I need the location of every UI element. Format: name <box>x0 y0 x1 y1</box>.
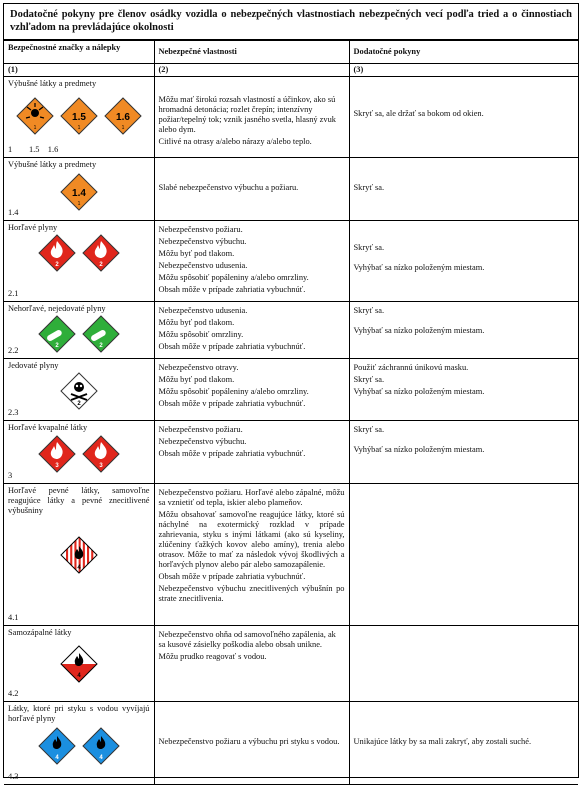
additional-instruction: Vyhýbať sa nízko položeným miestam. <box>353 326 485 335</box>
header-properties: Nebezpečné vlastnosti <box>154 41 349 64</box>
hazard-class-code: 3 <box>8 471 13 480</box>
svg-text:1: 1 <box>33 125 37 131</box>
hazard-class-code: 4.1 <box>8 613 19 622</box>
hazard-property: Obsah môže v prípade zahriatia vybuchnúť. <box>158 285 306 294</box>
svg-text:1: 1 <box>77 125 81 131</box>
hazard-class-code: 1.4 <box>8 208 19 217</box>
hazard-property: Nebezpečenstvo udusenia. <box>158 261 248 270</box>
hazard-sign-cell <box>4 302 154 359</box>
additional-instruction: Vyhýbať sa nízko položeným miestam. <box>353 263 485 272</box>
svg-text:4: 4 <box>99 755 103 761</box>
svg-text:2: 2 <box>99 262 103 268</box>
hazard-property: Môžu byť pod tlakom. <box>158 375 235 384</box>
additional-instruction: Unikajúce látky by sa mali zakryť, aby zostali suché. <box>353 737 532 746</box>
additional-instruction: Použiť záchrannú únikovú masku. <box>353 363 469 372</box>
hazard-property: Nebezpečenstvo otravy. <box>158 363 239 372</box>
hazard-instructions-cell <box>349 359 578 421</box>
hazard-label-diamond-icon <box>16 97 54 135</box>
hazard-label-diamond-icon <box>82 315 120 353</box>
hazard-class-code: 4.3 <box>8 772 19 781</box>
hazard-sign-cell <box>4 77 154 158</box>
hazard-signs <box>4 97 154 135</box>
hazard-signs <box>4 372 154 410</box>
hazard-sign-cell <box>4 484 154 626</box>
svg-text:1.4: 1.4 <box>71 188 86 199</box>
svg-text:2: 2 <box>77 401 81 407</box>
hazard-label-diamond-icon <box>38 435 76 473</box>
document-title: Dodatočné pokyny pre členov osádky vozidla o nebezpečných vlastnostiach nebezpečných vecí podľa tried a o činnostiach vzhľadom na prevládajúce okolnosti <box>4 4 578 40</box>
hazard-label-diamond-icon <box>60 97 98 135</box>
svg-text:3: 3 <box>99 463 103 469</box>
hazard-properties-cell <box>154 421 349 484</box>
hazard-class-name: Výbušné látky a predmety <box>8 160 97 169</box>
hazard-class-name: Jedovaté plyny <box>8 361 59 370</box>
hazard-signs <box>4 315 154 353</box>
hazard-row <box>4 359 578 421</box>
hazard-instructions-cell <box>349 626 578 702</box>
hazard-instructions-table <box>4 40 578 785</box>
hazard-property: Nebezpečenstvo požiaru a výbuchu pri styku s vodou. <box>158 737 340 746</box>
hazard-label-diamond-icon <box>82 435 120 473</box>
hazard-property: Nebezpečenstvo výbuchu znecitlivených výbušnín po strate znecitlivenia. <box>158 584 345 603</box>
hazard-property: Môžu spôsobiť popáleniny a/alebo omrzliny. <box>158 387 309 396</box>
hazard-class-code: 4.2 <box>8 689 19 698</box>
svg-text:1.5: 1.5 <box>71 112 86 123</box>
hazard-sign-cell <box>4 626 154 702</box>
hazard-class-code: 2.3 <box>8 408 19 417</box>
hazard-instructions-cell <box>349 302 578 359</box>
svg-text:1: 1 <box>121 125 125 131</box>
svg-text:4: 4 <box>55 755 59 761</box>
hazard-property: Môžu obsahovať samovoľne reagujúce látky, ktoré sú náchylné na exotermický rozklad v prípade zahrievania, styku s inými látkami (ako sú kyseliny, zlúčeniny ťažkých kovov alebo amíny), trenia alebo otrasov. Môže to mať za následok vývoj škodlivých a horľavých plynov alebo pár alebo samozapálenie. <box>158 510 345 569</box>
hazard-class-code: 2.1 <box>8 289 19 298</box>
column-number-3: (3) <box>349 64 578 77</box>
hazard-label-diamond-icon <box>82 727 120 765</box>
header-row <box>4 41 578 64</box>
hazard-property: Nebezpečenstvo požiaru. <box>158 425 243 434</box>
additional-instruction: Skryť sa. <box>353 183 385 192</box>
hazard-class-name: Látky, ktoré pri styku s vodou vyvíjajú horľavé plyny <box>8 704 150 723</box>
hazard-class-name: Nehorľavé, nejedovaté plyny <box>8 304 106 313</box>
svg-text:2: 2 <box>55 262 59 268</box>
hazard-signs <box>4 234 154 272</box>
hazard-label-diamond-icon <box>38 234 76 272</box>
hazard-property: Slabé nebezpečenstvo výbuchu a požiaru. <box>158 183 299 192</box>
hazard-label-diamond-icon <box>60 372 98 410</box>
svg-text:1: 1 <box>77 201 81 207</box>
hazard-property: Citlivé na otrasy a/alebo nárazy a/alebo teplo. <box>158 137 312 146</box>
hazard-property: Nebezpečenstvo požiaru. <box>158 225 243 234</box>
header-instructions: Dodatočné pokyny <box>349 41 578 64</box>
hazard-property: Nebezpečenstvo výbuchu. <box>158 237 247 246</box>
hazard-class-code: 2.2 <box>8 346 19 355</box>
hazard-sign-cell <box>4 421 154 484</box>
hazard-class-name: Horľavé pevné látky, samovoľne reagujúce látky a pevné znecitlivené výbušniny <box>8 486 150 515</box>
hazard-property: Môžu mať širokú rozsah vlastností a účinkov, ako sú hromadná detonácia; rozlet črepín; intenzívny požiar/tepelný tok; vznik jasného svetla, hlasný zvuk alebo dym. <box>158 95 336 134</box>
hazard-sign-cell <box>4 221 154 302</box>
hazard-properties-cell <box>154 359 349 421</box>
hazard-row <box>4 77 578 158</box>
hazard-property: Nebezpečenstvo udusenia. <box>158 306 248 315</box>
hazard-instructions-cell <box>349 421 578 484</box>
hazard-row <box>4 302 578 359</box>
additional-instruction: Skryť sa. <box>353 243 385 252</box>
additional-instruction: Skryť sa, ale držať sa bokom od okien. <box>353 109 484 118</box>
hazard-instructions-cell <box>349 702 578 785</box>
hazard-instructions-cell <box>349 77 578 158</box>
hazard-signs <box>4 645 154 683</box>
additional-instruction: Skryť sa. <box>353 375 385 384</box>
svg-text:2: 2 <box>55 343 59 349</box>
hazard-row <box>4 702 578 785</box>
hazard-property: Môžu spôsobiť omrzliny. <box>158 330 244 339</box>
hazard-properties-cell <box>154 484 349 626</box>
additional-instruction: Vyhýbať sa nízko položeným miestam. <box>353 387 485 396</box>
column-number-1: (1) <box>4 64 154 77</box>
header-signs: Bezpečnostné značky a nálepky <box>4 41 154 64</box>
svg-text:1.6: 1.6 <box>115 112 130 123</box>
hazard-row <box>4 158 578 221</box>
hazard-signs <box>4 536 154 574</box>
hazard-property: Môžu spôsobiť popáleniny a/alebo omrzliny. <box>158 273 309 282</box>
hazard-properties-cell <box>154 302 349 359</box>
svg-text:4: 4 <box>77 565 81 571</box>
column-number-2: (2) <box>154 64 349 77</box>
hazard-class-name: Samozápalné látky <box>8 628 72 637</box>
svg-text:3: 3 <box>55 463 59 469</box>
hazard-property: Obsah môže v prípade zahriatia vybuchnúť. <box>158 399 306 408</box>
svg-text:2: 2 <box>99 343 103 349</box>
hazard-property: Obsah môže v prípade zahriatia vybuchnúť. <box>158 449 306 458</box>
additional-instruction: Skryť sa. <box>353 306 385 315</box>
hazard-property: Môžu prudko reagovať s vodou. <box>158 652 267 661</box>
document-page <box>3 3 579 781</box>
hazard-sign-cell <box>4 158 154 221</box>
hazard-label-diamond-icon <box>38 727 76 765</box>
hazard-property: Nebezpečenstvo výbuchu. <box>158 437 247 446</box>
hazard-property: Môžu byť pod tlakom. <box>158 249 235 258</box>
hazard-row <box>4 421 578 484</box>
hazard-properties-cell <box>154 158 349 221</box>
additional-instruction: Vyhýbať sa nízko položeným miestam. <box>353 445 485 454</box>
hazard-label-diamond-icon <box>104 97 142 135</box>
hazard-label-diamond-icon <box>60 645 98 683</box>
hazard-properties-cell <box>154 702 349 785</box>
hazard-signs <box>4 435 154 473</box>
hazard-label-diamond-icon <box>82 234 120 272</box>
hazard-property: Nebezpečenstvo ohňa od samovoľného zapálenia, ak sa kusové zásielky poškodia alebo obsah unikne. <box>158 630 336 649</box>
hazard-class-name: Výbušné látky a predmety <box>8 79 97 88</box>
hazard-properties-cell <box>154 626 349 702</box>
hazard-label-diamond-icon <box>38 315 76 353</box>
hazard-label-diamond-icon <box>60 173 98 211</box>
hazard-instructions-cell <box>349 484 578 626</box>
svg-text:4: 4 <box>77 673 81 679</box>
hazard-row <box>4 221 578 302</box>
hazard-sign-cell <box>4 359 154 421</box>
hazard-row <box>4 626 578 702</box>
hazard-signs <box>4 727 154 765</box>
hazard-class-name: Horľavé plyny <box>8 223 58 232</box>
hazard-instructions-cell <box>349 221 578 302</box>
hazard-properties-cell <box>154 221 349 302</box>
hazard-properties-cell <box>154 77 349 158</box>
hazard-property: Obsah môže v prípade zahriatia vybuchnúť. <box>158 572 306 581</box>
hazard-instructions-cell <box>349 158 578 221</box>
hazard-property: Obsah môže v prípade zahriatia vybuchnúť. <box>158 342 306 351</box>
hazard-signs <box>4 173 154 211</box>
hazard-property: Nebezpečenstvo požiaru. Horľavé alebo zápalné, môžu sa vznietiť od tepla, iskier alebo plameňov. <box>158 488 345 507</box>
hazard-class-name: Horľavé kvapalné látky <box>8 423 88 432</box>
hazard-sign-cell <box>4 702 154 785</box>
additional-instruction: Skryť sa. <box>353 425 385 434</box>
hazard-class-code: 1 1.5 1.6 <box>8 145 59 154</box>
hazard-property: Môžu byť pod tlakom. <box>158 318 235 327</box>
hazard-row <box>4 484 578 626</box>
hazard-label-diamond-icon <box>60 536 98 574</box>
column-number-row <box>4 64 578 77</box>
